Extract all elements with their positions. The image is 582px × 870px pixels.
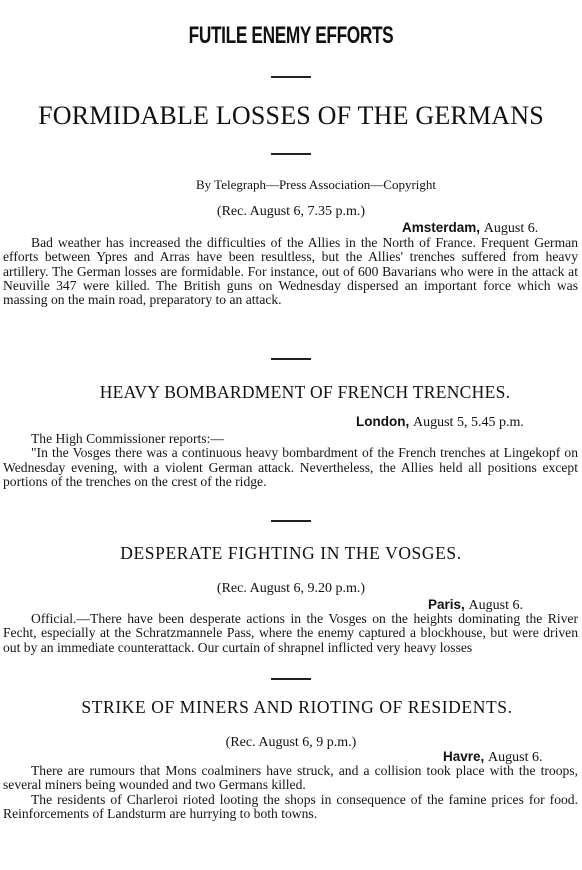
paragraph: There are rumours that Mons coalminers have struck, and a collision took place with the troops, several miners being wounded and two Germans killed. [3,763,578,793]
paragraph: Bad weather has increased the difficulties of the Allies in the North of France. Frequent German efforts between Ypres and Arras have been resultless, but the Allies' trenches suffered from heavy artillery. The German losses are formidable. For instance, out of 600 Bavarians who were in the attack at Neuville 347 were killed. The British guns on Wednesday dispersed an important force which was massing on the main road, preparatory to an attack. [3,235,578,308]
dateline-place: Amsterdam, [402,220,481,235]
paragraph: Official.—There have been desperate actions in the Vosges on the heights dominating the River Fecht, especially at the Schratzmannele Pass, where the enemy captured a blockhouse, but were driven out by an immediate counterattack. Our curtain of shrapnel inflicted very heavy losses [3,611,578,655]
dateline-date: August 6. [488,750,543,765]
section-3-body [3,612,578,655]
byline: By Telegraph—Press Association—Copyright [195,177,437,192]
received-note-4: (Rec. August 6, 9 p.m.) [225,735,357,750]
subtitle-rule [271,153,311,155]
article-subtitle: FORMIDABLE LOSSES OF THE GERMANS [38,101,544,130]
paragraph-intro: The High Commissioner reports:— [31,431,224,446]
section-4-body [3,764,578,821]
dateline-date: August 6. [468,598,523,613]
section-rule-1 [271,358,311,360]
dateline-2 [356,414,524,431]
dateline-place: Paris, [428,597,465,612]
dateline-date: August 6. [483,221,539,236]
article-title: FUTILE ENEMY EFFORTS [188,22,394,49]
paragraph: The residents of Charleroi rioted looting the shops in consequence of the famine prices for food. Reinforcements of Landsturm are hurrying to both towns. [3,791,578,821]
section-1-body [3,236,578,307]
title-rule [271,76,311,78]
dateline-place: London, [356,414,410,429]
paragraph: "In the Vosges there was a continuous heavy bombardment of the French trenches at Lingekopf on Wednesday evening, with a violent German attack. Nevertheless, the Allies held all positions except portions of the trenches on the crest of the ridge. [3,445,578,489]
dateline-date: August 5, 5.45 p.m. [413,415,524,430]
received-note-1: (Rec. August 6, 7.35 p.m.) [216,204,366,219]
section-rule-2 [271,520,311,522]
section-4-heading: STRIKE OF MINERS AND RIOTING OF RESIDENTS. [81,697,513,717]
received-note-3: (Rec. August 6, 9.20 p.m.) [216,581,366,596]
section-2-body [3,432,578,489]
section-rule-3 [271,678,311,680]
section-2-heading: HEAVY BOMBARDMENT OF FRENCH TRENCHES. [99,382,511,402]
section-3-heading: DESPERATE FIGHTING IN THE VOSGES. [120,543,462,563]
dateline-place: Havre, [443,749,485,764]
